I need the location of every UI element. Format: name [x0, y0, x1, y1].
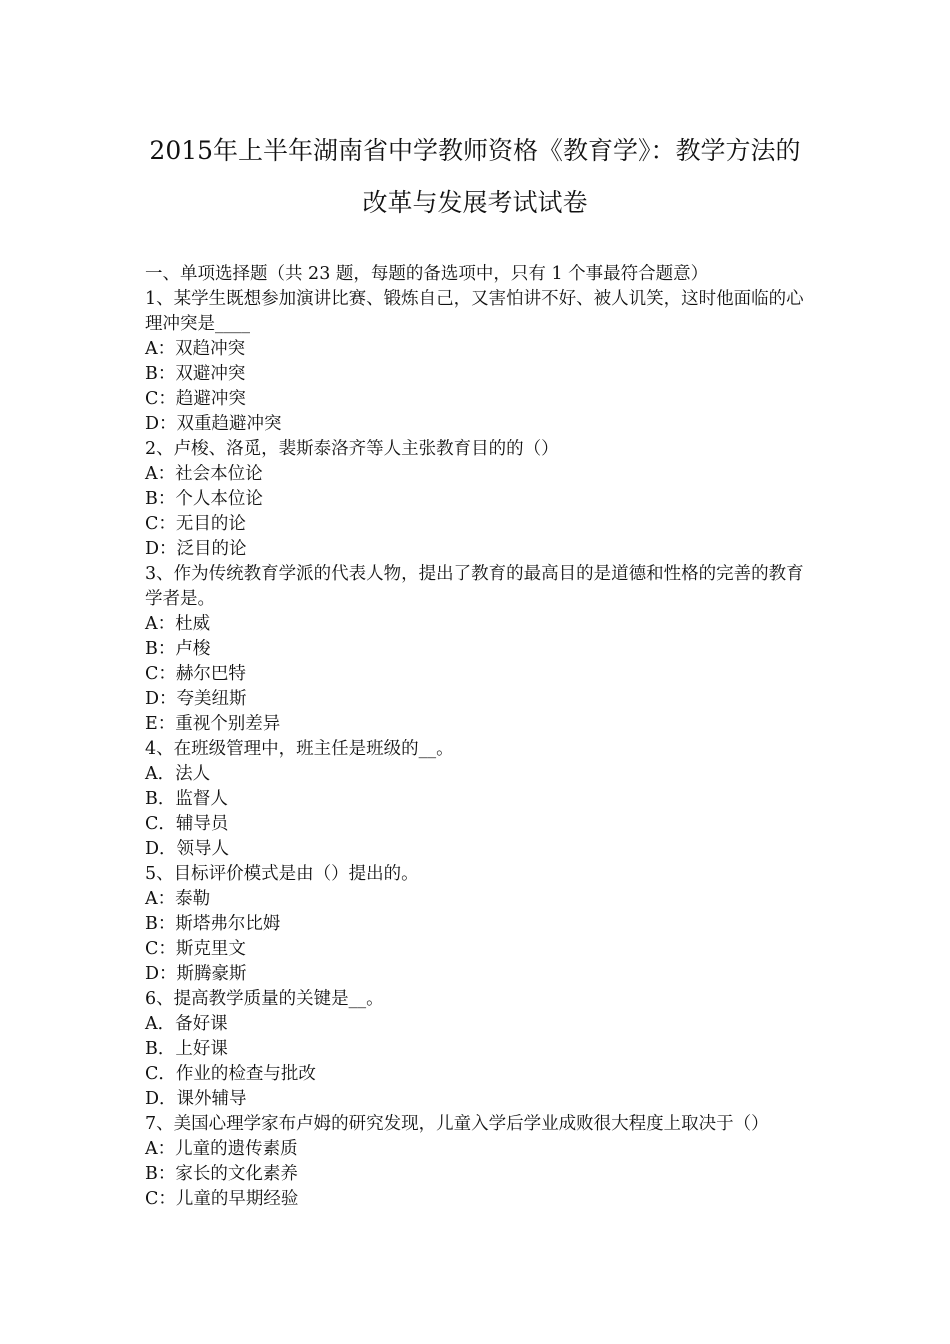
question-stem-4: 4、在班级管理中，班主任是班级的__。: [145, 739, 454, 759]
question-3-option-c: C：赫尔巴特: [145, 664, 246, 684]
question-7-option-a: A：儿童的遗传素质: [145, 1139, 298, 1159]
question-6-option-a: A．备好课: [145, 1014, 228, 1034]
question-3-option-b: B：卢梭: [145, 639, 211, 659]
question-stem-2: 2、卢梭、洛觅，裴斯泰洛齐等人主张教育目的的（）: [145, 439, 559, 459]
document-title-line-2: 改革与发展考试试卷: [362, 188, 588, 217]
question-stem-3: 3、作为传统教育学派的代表人物，提出了教育的最高目的是道德和性格的完善的教育学者是。: [145, 564, 804, 609]
question-5-option-a: A：泰勒: [145, 889, 211, 909]
question-1-option-c: C：趋避冲突: [145, 389, 246, 409]
question-6-option-c: C．作业的检查与批改: [145, 1064, 316, 1084]
document-title-line-1: 2015年上半年湖南省中学教师资格《教育学》：教学方法的: [149, 136, 801, 165]
question-stem-5: 5、目标评价模式是由（）提出的。: [145, 864, 419, 884]
exam-body: [145, 262, 813, 1212]
question-4-option-d: D．领导人: [145, 839, 230, 859]
question-4-option-a: A．法人: [145, 764, 211, 784]
question-4-option-b: B．监督人: [145, 789, 228, 809]
question-3-option-a: A：杜威: [145, 614, 211, 634]
question-2-option-b: B：个人本位论: [145, 489, 263, 509]
section-heading: 一、单项选择题（共 23 题，每题的备选项中，只有 1 个事最符合题意）: [145, 264, 709, 284]
question-5-option-b: B：斯塔弗尔比姆: [145, 914, 281, 934]
question-2-option-c: C：无目的论: [145, 514, 246, 534]
question-stem-6: 6、提高教学质量的关键是__。: [145, 989, 384, 1009]
question-6-option-d: D．课外辅导: [145, 1089, 247, 1109]
question-2-option-a: A：社会本位论: [145, 464, 263, 484]
question-7-option-c: C：儿童的早期经验: [145, 1189, 299, 1209]
question-1-option-a: A：双趋冲突: [145, 339, 246, 359]
question-1-option-b: B：双避冲突: [145, 364, 246, 384]
question-stem-7: 7、美国心理学家布卢姆的研究发现，儿童入学后学业成败很大程度上取决于（）: [145, 1114, 769, 1134]
question-5-option-c: C：斯克里文: [145, 939, 246, 959]
question-stem-1: 1、某学生既想参加演讲比赛、锻炼自己，又害怕讲不好、被人讥笑，这时他面临的心理冲突是____: [145, 289, 804, 334]
question-3-option-e: E：重视个别差异: [145, 714, 281, 734]
question-4-option-c: C．辅导员: [145, 814, 229, 834]
question-3-option-d: D：夸美纽斯: [145, 689, 247, 709]
question-1-option-d: D：双重趋避冲突: [145, 414, 282, 434]
question-7-option-b: B：家长的文化素养: [145, 1164, 298, 1184]
question-6-option-b: B．上好课: [145, 1039, 228, 1059]
question-2-option-d: D：泛目的论: [145, 539, 247, 559]
question-5-option-d: D：斯腾豪斯: [145, 964, 247, 984]
